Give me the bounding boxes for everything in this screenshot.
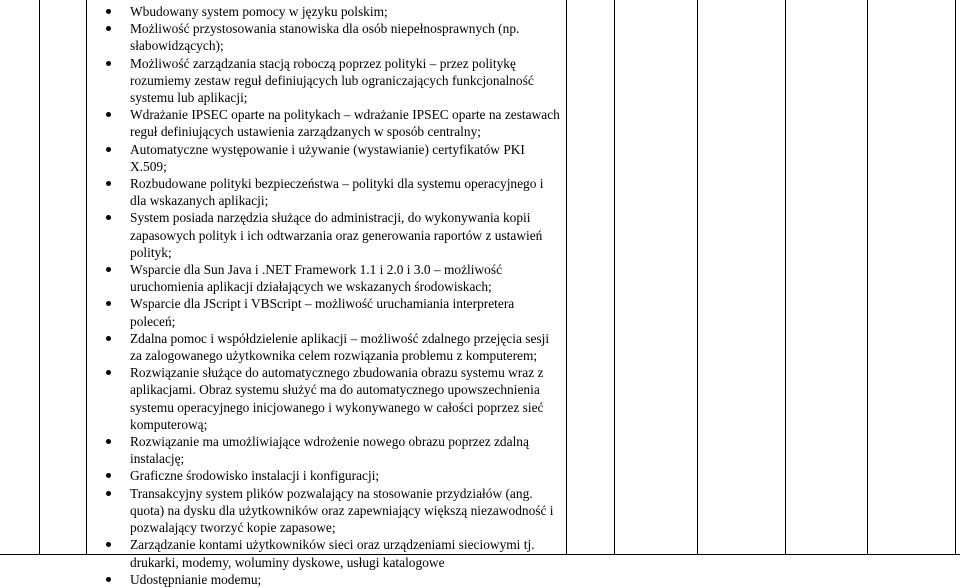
table-border	[566, 0, 567, 555]
list-item-text: Możliwość zarządzania stacją roboczą poprzez polityki – przez politykę rozumiemy zestaw reguł definiujących lub ograniczających funkcjonalność systemu lub aplikacji;	[130, 55, 534, 106]
bullet-icon	[106, 267, 111, 272]
bullet-icon	[106, 61, 111, 66]
bullet-icon	[106, 336, 111, 341]
bullet-icon	[106, 112, 111, 117]
bullet-icon	[106, 147, 111, 152]
bullet-icon	[106, 9, 111, 14]
bullet-icon	[106, 577, 111, 582]
bullet-icon	[106, 26, 111, 31]
bullet-icon	[106, 301, 111, 306]
list-item	[92, 106, 562, 140]
bullet-icon	[106, 439, 111, 444]
bullet-icon	[106, 370, 111, 375]
list-item-text: Automatyczne występowanie i używanie (wystawianie) certyfikatów PKI X.509;	[130, 141, 525, 174]
list-item	[92, 571, 562, 588]
bullet-icon	[106, 215, 111, 220]
table-border	[955, 0, 956, 555]
list-item-text: Możliwość przystosowania stanowiska dla osób niepełnosprawnych (np. słabowidzących);	[130, 21, 520, 54]
table-border	[785, 0, 786, 555]
list-item-text: System posiada narzędzia służące do administracji, do wykonywania kopii zapasowych polityk i ich odtwarzania oraz generowania raportów z ustawień polityk;	[130, 210, 543, 260]
list-item-text: Graficzne środowisko instalacji i konfiguracji;	[130, 468, 380, 484]
list-item	[92, 330, 562, 364]
list-item	[92, 20, 562, 54]
table-border	[697, 0, 698, 555]
list-item	[92, 433, 562, 467]
list-item-text: Zdalna pomoc i współdzielenie aplikacji – możliwość zdalnego przejęcia sesji za zalogowanego użytkownika celem rozwiązania problemu z komputerem;	[130, 330, 550, 364]
table-border	[614, 0, 615, 555]
bullet-icon	[106, 491, 111, 496]
table-border	[39, 0, 40, 555]
list-item-text: Wsparcie dla JScript i VBScript – możliwość uruchamiania interpretera poleceń;	[130, 296, 515, 329]
table-border	[867, 0, 868, 555]
list-item-text: Zarządzanie kontami użytkowników sieci oraz urządzeniami sieciowymi tj. drukarki, modemy, woluminy dyskowe, usługi katalogowe	[130, 537, 535, 570]
list-item-text: Udostępnianie modemu;	[130, 571, 262, 587]
list-item	[92, 536, 562, 570]
list-item	[92, 3, 562, 20]
list-item	[92, 141, 562, 175]
list-item	[92, 175, 562, 209]
list-item-text: Rozbudowane polityki bezpieczeństwa – polityki dla systemu operacyjnego i dla wskazanych aplikacji;	[130, 176, 544, 209]
requirements-list	[92, 3, 562, 588]
requirements-cell	[92, 3, 562, 588]
list-item	[92, 295, 562, 329]
list-item-text: Wsparcie dla Sun Java i .NET Framework 1.1 i 2.0 i 3.0 – możliwość uruchomienia aplikacji działających we wskazanych środowiskach;	[130, 262, 503, 295]
list-item-text: Wdrażanie IPSEC oparte na politykach – wdrażanie IPSEC oparte na zestawach reguł definiujących ustawienia zarządzanych w sposób centralny;	[130, 107, 560, 140]
bullet-icon	[106, 542, 111, 547]
list-item	[92, 209, 562, 261]
list-item	[92, 467, 562, 484]
list-item	[92, 261, 562, 295]
bullet-icon	[106, 181, 111, 186]
list-item	[92, 485, 562, 537]
list-item-text: Rozwiązanie ma umożliwiające wdrożenie nowego obrazu poprzez zdalną instalację;	[130, 434, 529, 467]
list-item-text: Rozwiązanie służące do automatycznego zbudowania obrazu systemu wraz z aplikacjami. Obraz systemu służyć ma do automatycznego upowszechnienia systemu operacyjnego inicjowanego i wykonywanego w całości poprzez sieć komputerową;	[130, 365, 544, 432]
table-border	[86, 0, 87, 555]
list-item	[92, 364, 562, 433]
list-item-text: Transakcyjny system plików pozwalający na stosowanie przydziałów (ang. quota) na dysku dla użytkowników oraz zapewniający większą niezawodność i pozwalający tworzyć kopie zapasowe;	[130, 485, 554, 536]
list-item	[92, 55, 562, 107]
bullet-icon	[106, 473, 111, 478]
list-item-text: Wbudowany system pomocy w języku polskim;	[130, 4, 388, 19]
